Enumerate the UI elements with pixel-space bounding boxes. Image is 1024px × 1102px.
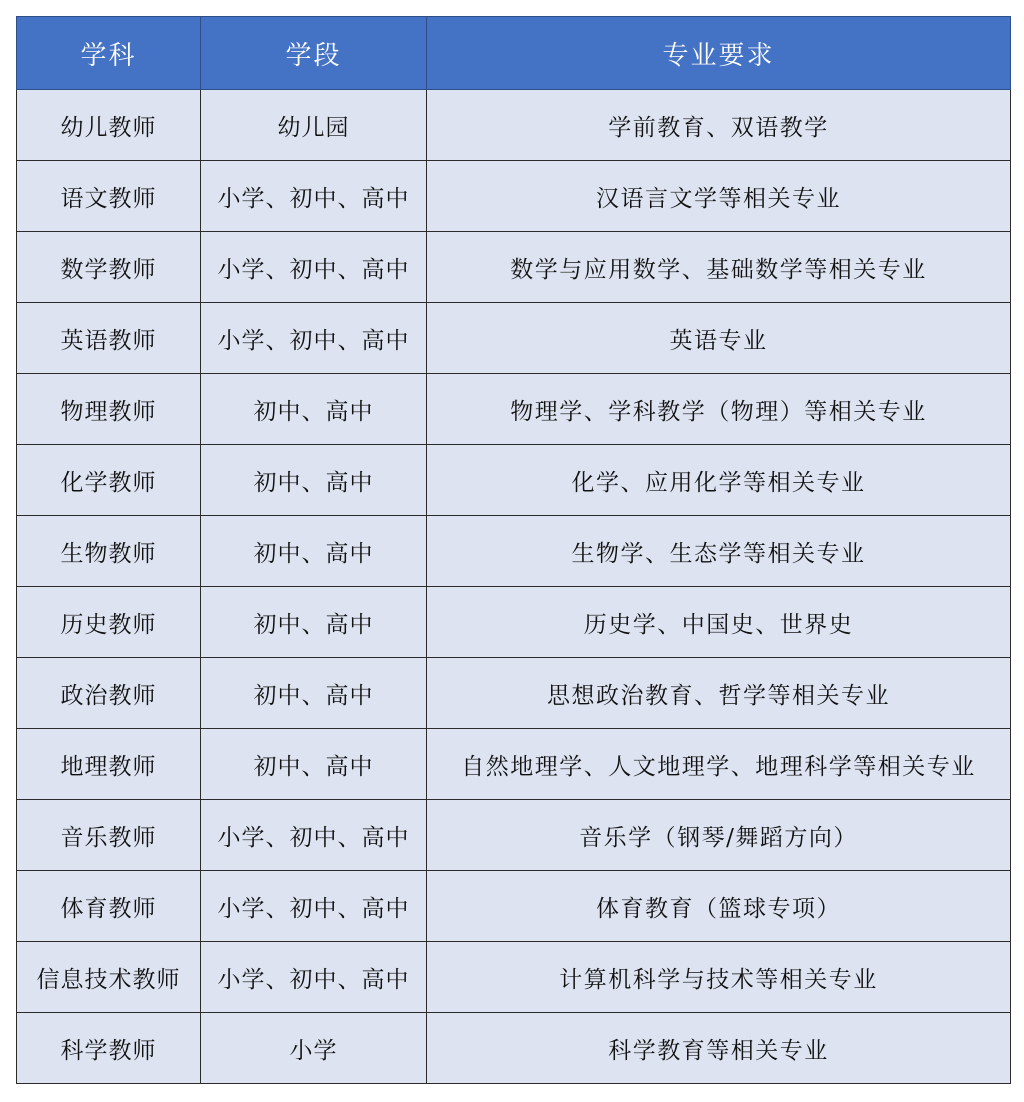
- header-major-requirement: 专业要求: [427, 17, 1011, 90]
- teacher-requirements-table: [16, 16, 1011, 1084]
- table-row: [17, 1013, 1011, 1084]
- major-requirement-cell: 计算机科学与技术等相关专业: [427, 942, 1011, 1013]
- school-level-cell: 小学、初中、高中: [201, 871, 427, 942]
- subject-cell: 化学教师: [17, 445, 201, 516]
- subject-cell: 音乐教师: [17, 800, 201, 871]
- subject-cell: 地理教师: [17, 729, 201, 800]
- header-school-level: 学段: [201, 17, 427, 90]
- major-requirement-cell: 化学、应用化学等相关专业: [427, 445, 1011, 516]
- table-row: [17, 800, 1011, 871]
- school-level-cell: 初中、高中: [201, 445, 427, 516]
- subject-cell: 体育教师: [17, 871, 201, 942]
- major-requirement-cell: 英语专业: [427, 303, 1011, 374]
- major-requirement-cell: 生物学、生态学等相关专业: [427, 516, 1011, 587]
- subject-cell: 物理教师: [17, 374, 201, 445]
- table-row: [17, 587, 1011, 658]
- major-requirement-cell: 汉语言文学等相关专业: [427, 161, 1011, 232]
- subject-cell: 幼儿教师: [17, 90, 201, 161]
- table-row: [17, 90, 1011, 161]
- table-row: [17, 445, 1011, 516]
- table-row: [17, 303, 1011, 374]
- subject-cell: 政治教师: [17, 658, 201, 729]
- school-level-cell: 初中、高中: [201, 516, 427, 587]
- major-requirement-cell: 历史学、中国史、世界史: [427, 587, 1011, 658]
- major-requirement-cell: 数学与应用数学、基础数学等相关专业: [427, 232, 1011, 303]
- table-body: [17, 90, 1011, 1084]
- school-level-cell: 小学、初中、高中: [201, 942, 427, 1013]
- table-header: [17, 17, 1011, 90]
- table-row: [17, 658, 1011, 729]
- subject-cell: 英语教师: [17, 303, 201, 374]
- school-level-cell: 初中、高中: [201, 658, 427, 729]
- major-requirement-cell: 自然地理学、人文地理学、地理科学等相关专业: [427, 729, 1011, 800]
- major-requirement-cell: 音乐学（钢琴/舞蹈方向）: [427, 800, 1011, 871]
- subject-cell: 历史教师: [17, 587, 201, 658]
- major-requirement-cell: 学前教育、双语教学: [427, 90, 1011, 161]
- school-level-cell: 小学: [201, 1013, 427, 1084]
- major-requirement-cell: 科学教育等相关专业: [427, 1013, 1011, 1084]
- major-requirement-cell: 思想政治教育、哲学等相关专业: [427, 658, 1011, 729]
- table-row: [17, 871, 1011, 942]
- school-level-cell: 小学、初中、高中: [201, 303, 427, 374]
- subject-cell: 生物教师: [17, 516, 201, 587]
- subject-cell: 信息技术教师: [17, 942, 201, 1013]
- table-row: [17, 729, 1011, 800]
- table-row: [17, 516, 1011, 587]
- subject-cell: 科学教师: [17, 1013, 201, 1084]
- header-subject: 学科: [17, 17, 201, 90]
- school-level-cell: 初中、高中: [201, 729, 427, 800]
- school-level-cell: 初中、高中: [201, 374, 427, 445]
- major-requirement-cell: 物理学、学科教学（物理）等相关专业: [427, 374, 1011, 445]
- table-row: [17, 232, 1011, 303]
- table-row: [17, 942, 1011, 1013]
- table-row: [17, 374, 1011, 445]
- header-row: [17, 17, 1011, 90]
- school-level-cell: 小学、初中、高中: [201, 232, 427, 303]
- table-row: [17, 161, 1011, 232]
- school-level-cell: 小学、初中、高中: [201, 161, 427, 232]
- school-level-cell: 幼儿园: [201, 90, 427, 161]
- school-level-cell: 小学、初中、高中: [201, 800, 427, 871]
- school-level-cell: 初中、高中: [201, 587, 427, 658]
- subject-cell: 语文教师: [17, 161, 201, 232]
- teacher-requirements-table-container: [16, 16, 1010, 1084]
- subject-cell: 数学教师: [17, 232, 201, 303]
- major-requirement-cell: 体育教育（篮球专项）: [427, 871, 1011, 942]
